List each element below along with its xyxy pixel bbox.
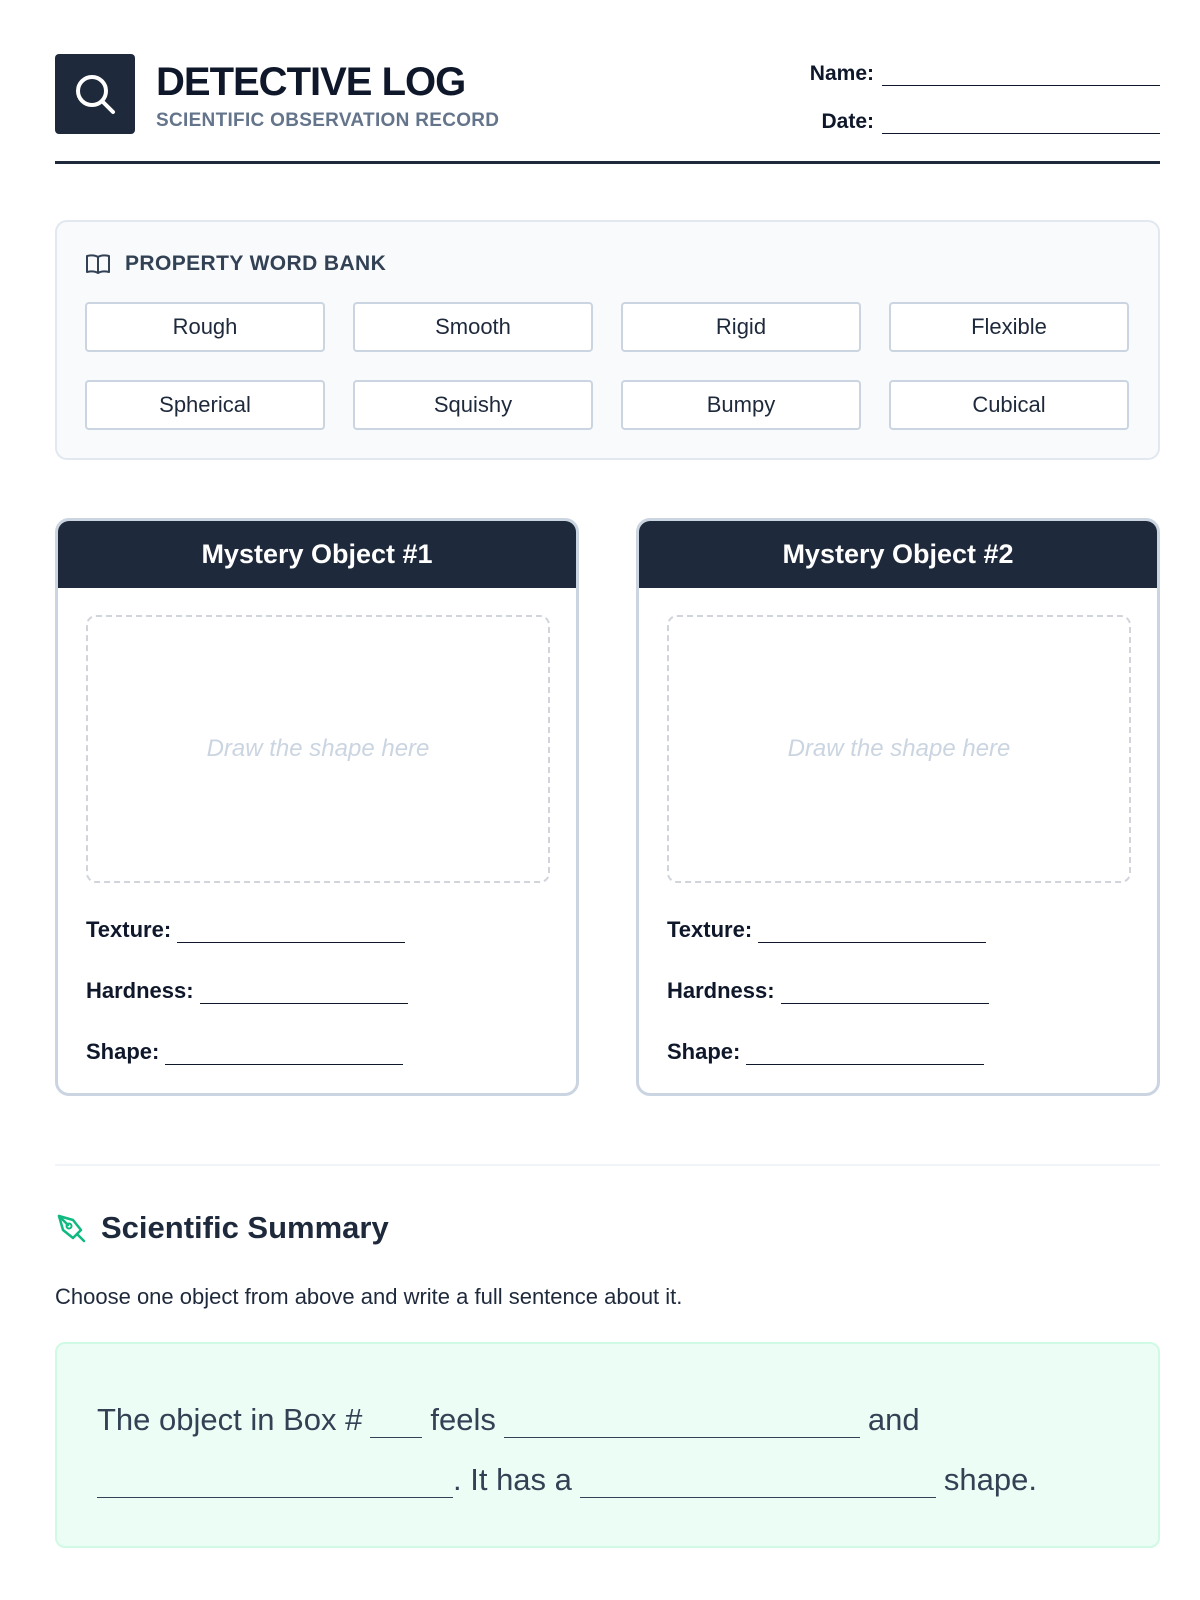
shape-line[interactable]	[746, 1045, 984, 1065]
page-title: DETECTIVE LOG	[156, 60, 466, 104]
card-title: Mystery Object #2	[639, 521, 1157, 588]
mystery-object-card-2	[636, 518, 1160, 1096]
shape-blank[interactable]	[580, 1472, 936, 1498]
page-subtitle: SCIENTIFIC OBSERVATION RECORD	[156, 110, 500, 131]
date-field[interactable]	[821, 104, 1160, 134]
texture-field[interactable]	[667, 917, 986, 943]
word-chip: Cubical	[889, 380, 1129, 430]
word-bank-title: PROPERTY WORD BANK	[125, 252, 387, 275]
hardness-label: Hardness:	[86, 978, 194, 1003]
draw-prompt: Draw the shape here	[206, 735, 430, 762]
summary-line-2	[97, 1462, 1037, 1498]
name-field[interactable]	[810, 56, 1160, 86]
word-bank-heading	[85, 252, 386, 276]
drawing-area[interactable]	[667, 615, 1131, 883]
date-label: Date:	[821, 110, 874, 133]
shape-label: Shape:	[86, 1039, 160, 1064]
sentence-text: The object in Box #	[97, 1402, 363, 1437]
shape-field[interactable]	[86, 1039, 403, 1065]
book-icon	[85, 252, 111, 276]
word-chip: Rigid	[621, 302, 861, 352]
word-bank	[55, 220, 1160, 460]
mystery-object-card-1	[55, 518, 579, 1096]
summary-sentence-box	[55, 1342, 1160, 1548]
shape-label: Shape:	[667, 1039, 741, 1064]
drawing-area[interactable]	[86, 615, 550, 883]
hardness-label: Hardness:	[667, 978, 775, 1003]
sentence-text: and	[867, 1402, 920, 1437]
hardness-line[interactable]	[781, 984, 989, 1004]
name-line[interactable]	[882, 66, 1160, 86]
draw-prompt: Draw the shape here	[787, 735, 1011, 762]
texture-label: Texture:	[86, 917, 172, 942]
word-chip: Smooth	[353, 302, 593, 352]
hardness-field[interactable]	[86, 978, 408, 1004]
texture-line[interactable]	[758, 923, 986, 943]
texture-line[interactable]	[177, 923, 405, 943]
hardness-field[interactable]	[667, 978, 989, 1004]
magnifier-icon	[71, 70, 119, 118]
sentence-text: feels	[430, 1402, 496, 1437]
name-label: Name:	[809, 62, 874, 85]
card-title: Mystery Object #1	[58, 521, 576, 588]
section-divider	[55, 1164, 1160, 1166]
summary-line-1	[97, 1402, 920, 1438]
page-header	[55, 54, 1160, 164]
feel-blank-1[interactable]	[504, 1412, 860, 1438]
feel-blank-2[interactable]	[97, 1472, 453, 1498]
sentence-text: shape.	[943, 1462, 1037, 1497]
word-chip: Rough	[85, 302, 325, 352]
worksheet-page	[55, 0, 1160, 1600]
shape-line[interactable]	[165, 1045, 403, 1065]
summary-instruction: Choose one object from above and write a full sentence about it.	[55, 1284, 683, 1309]
word-chip: Squishy	[353, 380, 593, 430]
date-line[interactable]	[882, 114, 1160, 134]
box-number-blank[interactable]	[370, 1412, 422, 1438]
hardness-line[interactable]	[200, 984, 408, 1004]
texture-label: Texture:	[667, 917, 753, 942]
summary-title: Scientific Summary	[101, 1210, 389, 1245]
logo	[55, 54, 135, 134]
word-chip: Bumpy	[621, 380, 861, 430]
texture-field[interactable]	[86, 917, 405, 943]
shape-field[interactable]	[667, 1039, 984, 1065]
sentence-text: . It has a	[453, 1462, 572, 1497]
summary-heading	[55, 1210, 389, 1246]
pen-nib-icon	[55, 1212, 87, 1244]
word-chip: Flexible	[889, 302, 1129, 352]
word-chip: Spherical	[85, 380, 325, 430]
